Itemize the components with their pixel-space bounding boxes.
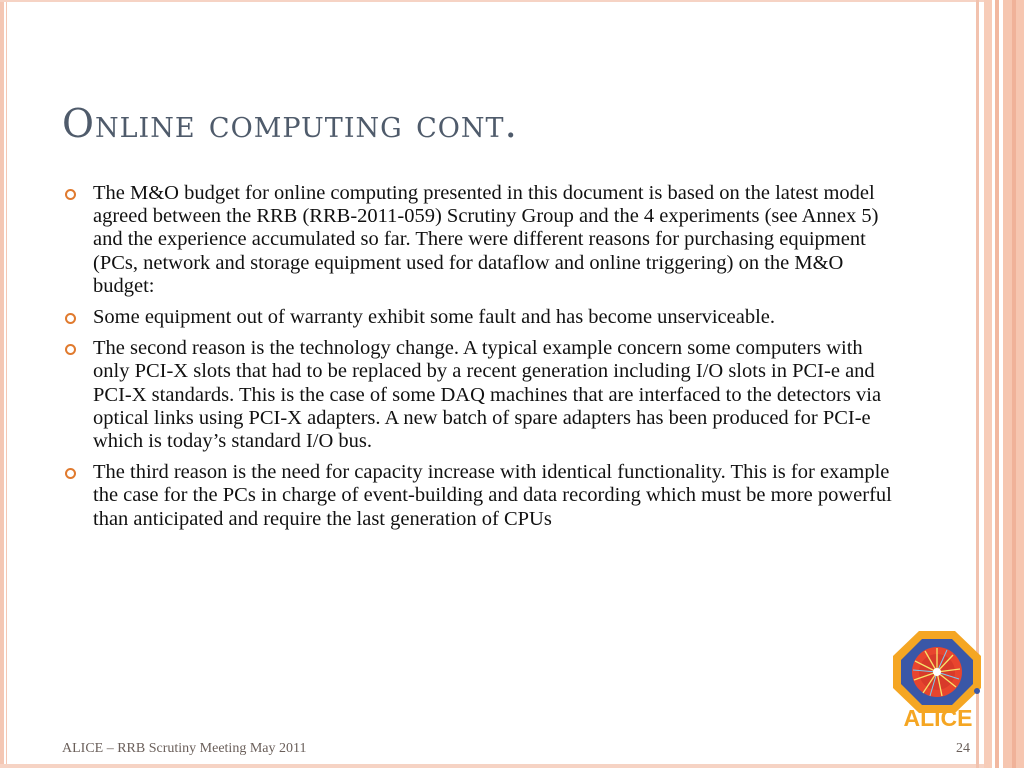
bullet-text: The third reason is the need for capacity increase with identical functionality. This is for example the case for the PCs in charge of event-building and data recording which must be more powerful than anticipated and require the last generation of CPUs [93,461,892,530]
alice-logo-text: ALICE [903,705,973,730]
bullet-text: Some equipment out of warranty exhibit some fault and has become unserviceable. [93,306,775,329]
bullet-text: The M&O budget for online computing presented in this document is based on the latest model agreed between the RRB (RRB-2011-059) Scrutiny Group and the 4 experiments (see Annex 5) and the experience accumulated so far. There were different reasons for purchasing equipment (PCs, network and storage equipment used for dataflow and online triggering) on the M&O budget: [93,182,879,297]
alice-logo [885,625,990,730]
ring-bullet-icon [65,313,76,324]
ring-bullet-icon [65,468,76,479]
frame-top-border [0,0,985,2]
ring-bullet-icon [65,189,76,200]
bullet-item [62,337,892,453]
ring-bullet-icon [65,344,76,355]
bullet-item [62,306,892,329]
frame-bottom-border [0,764,985,768]
right-stripe [1012,0,1016,768]
bullet-list [62,182,892,531]
alice-logo-icon [885,625,990,730]
frame-left-border [0,0,4,768]
slide-title: Online computing cont. [62,102,518,147]
slide-content [62,182,892,539]
right-stripe [995,0,999,768]
bullet-item [62,182,892,298]
page-number: 24 [956,741,970,756]
bullet-item [62,461,892,531]
bullet-text: The second reason is the technology change. A typical example concern some computers with only PCI-X slots that had to be replaced by a recent generation including I/O slots in PCI-e and PCI-X standards. This is the case of some DAQ machines that are interfaced to the detectors via optical links using PCI-X adapters. A new batch of spare adapters has been produced for PCI-e which is today’s standard I/O bus. [93,337,882,453]
frame-inner-border [6,0,7,768]
footer-text: ALICE – RRB Scrutiny Meeting May 2011 [62,741,307,756]
